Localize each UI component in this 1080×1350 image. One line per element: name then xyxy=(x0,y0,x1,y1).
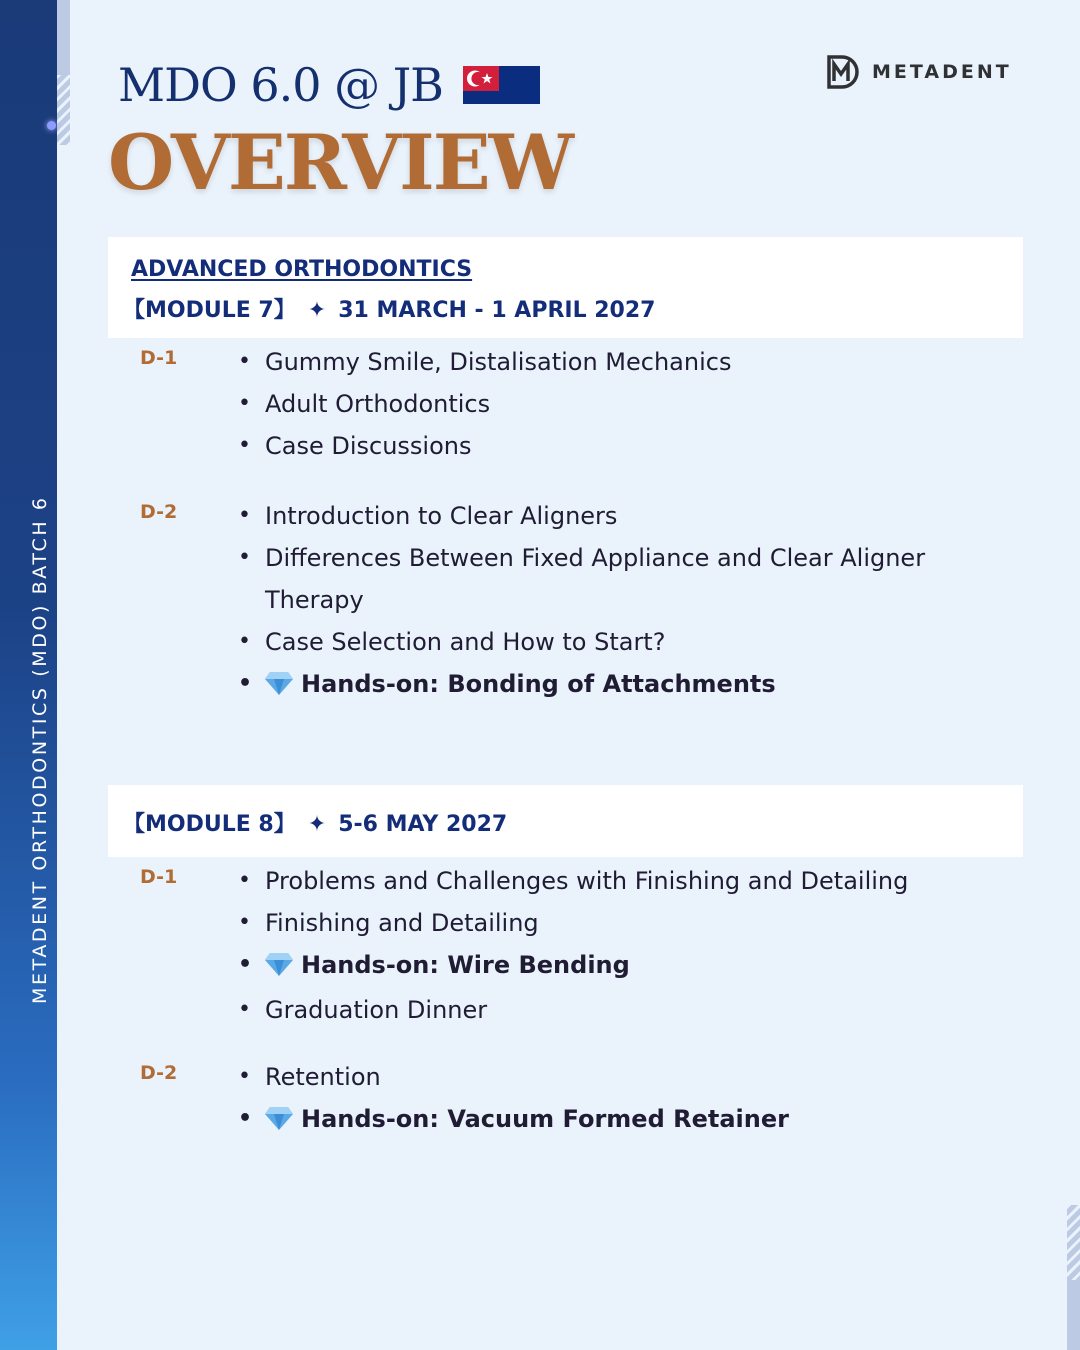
hatch-pattern xyxy=(57,75,70,145)
module-8-header xyxy=(108,785,1023,857)
logo-text: METADENT xyxy=(872,61,1012,83)
list-item-hands-on xyxy=(238,663,998,708)
module-8-day-1-list xyxy=(238,860,998,1031)
module-7-day-2-list xyxy=(238,495,998,708)
hatch-pattern xyxy=(1067,1205,1080,1280)
decorative-strip-top xyxy=(57,0,70,145)
module-7-line xyxy=(123,293,655,324)
sparkle-icon: ✦ xyxy=(307,812,327,837)
module-7-day-1-list xyxy=(238,341,998,467)
list-item: • Introduction to Clear Aligners xyxy=(238,495,998,537)
sidebar xyxy=(0,0,57,1350)
metadent-logo-icon xyxy=(826,54,862,90)
module-dates: 31 MARCH - 1 APRIL 2027 xyxy=(338,298,656,323)
list-item: • Adult Orthodontics xyxy=(238,383,998,425)
sparkle-icon: ✦ xyxy=(307,298,327,323)
module-label: 【MODULE 7】 xyxy=(123,298,296,323)
module-dates: 5-6 MAY 2027 xyxy=(338,812,508,837)
johor-flag-icon xyxy=(463,66,540,104)
module-8-line xyxy=(123,807,507,838)
metadent-logo xyxy=(826,54,1012,90)
list-item: • Finishing and Detailing xyxy=(238,902,998,944)
list-item: • Gummy Smile, Distalisation Mechanics xyxy=(238,341,998,383)
glow-dot xyxy=(47,121,56,130)
module-label: 【MODULE 8】 xyxy=(123,812,296,837)
list-item: • Retention xyxy=(238,1056,998,1098)
header-title-line xyxy=(118,58,540,112)
list-item: • Case Discussions xyxy=(238,425,998,467)
day-label: D-1 xyxy=(140,347,178,369)
list-item-text: Hands-on: Wire Bending xyxy=(301,951,630,979)
module-8-day-2-list xyxy=(238,1056,998,1143)
module-7-header xyxy=(108,237,1023,338)
course-title: ADVANCED ORTHODONTICS xyxy=(131,257,473,282)
list-item: • Differences Between Fixed Appliance and Clear Aligner Therapy xyxy=(238,537,978,621)
list-item: • Graduation Dinner xyxy=(238,989,998,1031)
sidebar-vertical-text: METADENT ORTHODONTICS (MDO) BATCH 6 xyxy=(29,495,51,1004)
list-item-text: Hands-on: Bonding of Attachments xyxy=(301,670,776,698)
gem-icon xyxy=(265,666,293,708)
gem-icon xyxy=(265,947,293,989)
list-item-hands-on xyxy=(238,1098,998,1143)
day-label: D-2 xyxy=(140,501,178,523)
gem-icon xyxy=(265,1101,293,1143)
day-label: D-2 xyxy=(140,1062,178,1084)
decorative-strip-bottom xyxy=(1067,1205,1080,1350)
page-title: MDO 6.0 @ JB xyxy=(118,58,443,112)
page-subtitle: OVERVIEW xyxy=(108,118,573,207)
list-item-hands-on xyxy=(238,944,998,989)
list-item-text: Hands-on: Vacuum Formed Retainer xyxy=(301,1105,789,1133)
day-label: D-1 xyxy=(140,866,178,888)
list-item: • Problems and Challenges with Finishing and Detailing xyxy=(238,860,998,902)
list-item: • Case Selection and How to Start? xyxy=(238,621,998,663)
